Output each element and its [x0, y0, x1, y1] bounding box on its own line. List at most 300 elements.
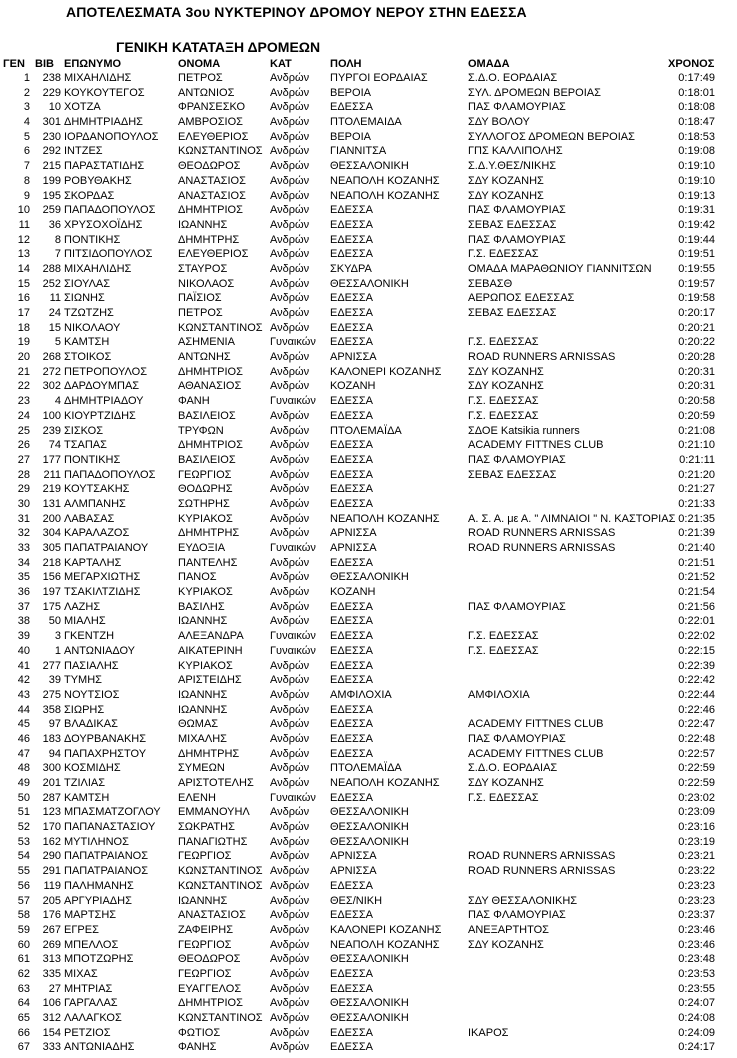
time-cell: 0:23:23: [678, 879, 715, 892]
time-cell: 0:22:42: [678, 674, 715, 687]
table-row: [0, 174, 737, 189]
name-cell: ΓΕΩΡΓΙΟΣ: [178, 850, 232, 863]
table-row: [0, 218, 737, 233]
surname-cell: ΣΙΟΥΛΑΣ: [64, 277, 111, 290]
team-cell: Σ.Δ.Ο. ΕΟΡΔΑΙΑΣ: [468, 72, 558, 84]
city-cell: ΚΑΛΟΝΕΡΙ ΚΟΖΑΝΗΣ: [330, 365, 442, 378]
city-cell: ΠΤΟΛΕΜΑΙΔΑ: [330, 116, 402, 129]
category-cell: Ανδρών: [270, 600, 310, 613]
bib-cell: 277: [42, 659, 61, 672]
name-cell: ΑΝΤΩΝΙΟΣ: [178, 86, 235, 99]
bib-cell: 301: [42, 116, 61, 129]
time-cell: 0:19:31: [678, 204, 715, 217]
rank-cell: 63: [17, 982, 30, 995]
rank-cell: 25: [17, 424, 30, 437]
category-cell: Ανδρών: [270, 762, 310, 775]
time-cell: 0:24:07: [678, 997, 715, 1010]
category-cell: Γυναικών: [270, 791, 316, 804]
rank-cell: 18: [17, 321, 30, 334]
city-cell: ΕΔΕΣΣΑ: [330, 218, 373, 231]
surname-cell: ΤΣΑΚΙΛΤΖΙΔΗΣ: [64, 586, 141, 599]
table-row: [0, 1026, 737, 1041]
table-row: [0, 203, 737, 218]
team-cell: ROAD RUNNERS ARNISSAS: [468, 527, 616, 540]
name-cell: ΔΗΜΗΤΡΙΟΣ: [178, 439, 243, 452]
team-cell: Σ.Δ.Ο. ΕΟΡΔΑΙΑΣ: [468, 762, 558, 775]
category-cell: Ανδρών: [270, 835, 310, 848]
team-cell: Γ.Σ. ΕΔΕΣΣΑΣ: [468, 336, 539, 349]
time-cell: 0:20:58: [678, 395, 715, 408]
header-city: ΠΟΛΗ: [330, 58, 362, 70]
rank-cell: 55: [17, 865, 30, 878]
name-cell: ΦΡΑΝΣΕΣΚΟ: [178, 101, 246, 114]
surname-cell: ΠΟΝΤΙΚΗΣ: [64, 453, 121, 466]
name-cell: ΚΩΝΣΤΑΝΤΙΝΟΣ: [178, 865, 263, 878]
table-row: [0, 159, 737, 174]
time-cell: 0:23:55: [678, 982, 715, 995]
rank-cell: 13: [17, 248, 30, 261]
name-cell: ΚΥΡΙΑΚΟΣ: [178, 512, 233, 525]
surname-cell: ΚΟΥΚΟΥΤΕΓΟΣ: [64, 86, 145, 99]
time-cell: 0:20:22: [678, 336, 715, 349]
table-row: [0, 115, 737, 130]
rank-cell: 58: [17, 909, 30, 922]
name-cell: ΠΑΝΟΣ: [178, 571, 217, 584]
team-cell: ROAD RUNNERS ARNISSAS: [468, 542, 616, 554]
surname-cell: ΛΑΒΑΣΑΣ: [64, 512, 115, 525]
team-cell: Γ.Σ. ΕΔΕΣΣΑΣ: [468, 395, 539, 408]
rank-cell: 17: [17, 307, 30, 319]
city-cell: ΣΚΥΔΡΑ: [330, 262, 372, 275]
surname-cell: ΚΟΥΤΣΑΚΗΣ: [64, 483, 130, 496]
name-cell: ΑΝΑΣΤΑΣΙΟΣ: [178, 174, 246, 187]
category-cell: Ανδρών: [270, 806, 310, 819]
category-cell: Ανδρών: [270, 424, 310, 437]
team-cell: Γ.Σ. ΕΔΕΣΣΑΣ: [468, 409, 539, 422]
team-cell: ΑΜΦΙΛΟΧΙΑ: [468, 688, 530, 701]
rank-cell: 52: [17, 821, 30, 834]
surname-cell: ΔΗΜΗΤΡΙΑΔΟΥ: [64, 395, 144, 408]
rank-cell: 43: [17, 688, 30, 701]
bib-cell: 305: [42, 542, 61, 554]
name-cell: ΕΥΔΟΞΙΑ: [178, 542, 226, 554]
city-cell: ΘΕΣ/ΝΙΚΗ: [330, 894, 383, 907]
name-cell: ΝΙΚΟΛΑΟΣ: [178, 277, 235, 290]
name-cell: ΕΥΑΓΓΕΛΟΣ: [178, 982, 242, 995]
category-cell: Ανδρών: [270, 982, 310, 995]
bib-cell: 36: [48, 218, 61, 231]
bib-cell: 218: [42, 556, 61, 569]
city-cell: ΕΔΕΣΣΑ: [330, 204, 373, 217]
team-cell: ΣΥΛ. ΔΡΟΜΕΩΝ ΒΕΡΟΙΑΣ: [468, 86, 601, 99]
bib-cell: 304: [42, 527, 61, 540]
surname-cell: ΛΑΛΑΓΚΟΣ: [64, 1012, 122, 1024]
team-cell: ΠΑΣ ΦΛΑΜΟΥΡΙΑΣ: [468, 204, 566, 217]
table-row: [0, 365, 737, 380]
table-row: [0, 130, 737, 145]
time-cell: 0:22:57: [678, 747, 715, 760]
bib-cell: 302: [42, 380, 61, 393]
city-cell: ΕΔΕΣΣΑ: [330, 747, 373, 760]
city-cell: ΕΔΕΣΣΑ: [330, 336, 373, 349]
time-cell: 0:22:59: [678, 762, 715, 775]
city-cell: ΕΔΕΣΣΑ: [330, 982, 373, 995]
bib-cell: 200: [42, 512, 61, 525]
table-row: [0, 820, 737, 835]
table-row: [0, 629, 737, 644]
table-row: [0, 952, 737, 967]
bib-cell: 313: [42, 953, 61, 966]
category-cell: Ανδρών: [270, 292, 310, 305]
surname-cell: ΜΙΧΑΣ: [64, 967, 98, 980]
time-cell: 0:21:51: [678, 556, 715, 569]
table-row: [0, 982, 737, 997]
table-row: [0, 703, 737, 718]
team-cell: ΣΕΒΑΣ ΕΔΕΣΣΑΣ: [468, 307, 557, 319]
name-cell: ΑΝΤΩΝΗΣ: [178, 351, 231, 364]
table-row: [0, 394, 737, 409]
time-cell: 0:19:44: [678, 233, 715, 246]
bib-cell: 358: [42, 703, 61, 716]
table-row: [0, 291, 737, 306]
rank-cell: 42: [17, 674, 30, 687]
bib-cell: 215: [42, 160, 61, 173]
rank-cell: 30: [17, 497, 30, 510]
table-row: [0, 453, 737, 468]
rank-cell: 66: [17, 1026, 30, 1039]
bib-cell: 272: [42, 365, 61, 378]
category-cell: Ανδρών: [270, 174, 310, 187]
table-row: [0, 379, 737, 394]
category-cell: Ανδρών: [270, 307, 310, 319]
city-cell: ΚΟΖΑΝΗ: [330, 380, 376, 393]
rank-cell: 24: [17, 409, 30, 422]
time-cell: 0:23:53: [678, 967, 715, 980]
surname-cell: ΜΑΡΤΣΗΣ: [64, 909, 117, 922]
category-cell: Ανδρών: [270, 233, 310, 246]
surname-cell: ΠΑΡΑΣΤΑΤΙΔΗΣ: [64, 160, 145, 173]
rank-cell: 5: [23, 130, 30, 143]
surname-cell: ΡΕΤΖΙΟΣ: [64, 1026, 111, 1039]
name-cell: ΔΗΜΗΤΡΗΣ: [178, 233, 240, 246]
time-cell: 0:20:17: [678, 307, 715, 319]
rank-cell: 22: [17, 380, 30, 393]
table-row: [0, 600, 737, 615]
category-cell: Ανδρών: [270, 909, 310, 922]
city-cell: ΕΔΕΣΣΑ: [330, 101, 373, 114]
team-cell: Α. Σ. Α. με Α. " ΛΙΜΝΑΙΟΙ " Ν. ΚΑΣΤΟΡΙΑΣ: [468, 512, 676, 525]
bib-cell: 119: [43, 879, 61, 892]
city-cell: ΠΤΟΛΕΜΑΪΔΑ: [330, 424, 402, 437]
rank-cell: 60: [17, 938, 30, 951]
name-cell: ΠΑΪΣΙΟΣ: [178, 292, 222, 305]
surname-cell: ΠΑΠΑΝΑΣΤΑΣΙΟΥ: [64, 821, 156, 834]
rank-cell: 41: [17, 659, 30, 672]
table-row: [0, 717, 737, 732]
team-cell: ROAD RUNNERS ARNISSAS: [468, 865, 616, 878]
surname-cell: ΝΟΥΤΣΙΟΣ: [64, 688, 120, 701]
bib-cell: 219: [42, 483, 61, 496]
name-cell: ΕΜΜΑΝΟΥΗΛ: [178, 806, 250, 819]
rank-cell: 20: [17, 351, 30, 364]
table-row: [0, 335, 737, 350]
team-cell: Γ.Σ. ΕΔΕΣΣΑΣ: [468, 791, 539, 804]
team-cell: ΣΔΥ ΚΟΖΑΝΗΣ: [468, 938, 544, 951]
time-cell: 0:20:21: [678, 321, 715, 334]
table-row: [0, 776, 737, 791]
bib-cell: 177: [42, 453, 61, 466]
category-cell: Ανδρών: [270, 615, 310, 628]
bib-cell: 201: [42, 777, 61, 789]
rank-cell: 4: [23, 116, 30, 129]
name-cell: ΠΑΝΤΕΛΗΣ: [178, 556, 238, 569]
name-cell: ΚΩΝΣΤΑΝΤΙΝΟΣ: [178, 321, 263, 334]
name-cell: ΚΩΝΣΤΑΝΤΙΝΟΣ: [178, 879, 263, 892]
team-cell: ΣΕΒΑΣΘ: [468, 277, 513, 290]
city-cell: ΕΔΕΣΣΑ: [330, 1041, 373, 1054]
team-cell: ΑΕΡΩΠΟΣ ΕΔΕΣΣΑΣ: [468, 292, 575, 305]
category-cell: Ανδρών: [270, 718, 310, 731]
time-cell: 0:20:31: [678, 365, 715, 378]
city-cell: ΕΔΕΣΣΑ: [330, 556, 373, 569]
surname-cell: ΣΙΩΝΗΣ: [64, 292, 105, 305]
city-cell: ΓΙΑΝΝΙΤΣΑ: [330, 145, 387, 158]
header-team: ΟΜΑΔΑ: [468, 58, 510, 70]
time-cell: 0:21:56: [678, 600, 715, 613]
bib-cell: 229: [42, 86, 61, 99]
team-cell: ΙΚΑΡΟΣ: [468, 1026, 509, 1039]
rank-cell: 2: [23, 86, 30, 99]
city-cell: ΕΔΕΣΣΑ: [330, 483, 373, 496]
table-row: [0, 996, 737, 1011]
category-cell: Ανδρών: [270, 556, 310, 569]
category-cell: Ανδρών: [270, 468, 310, 481]
name-cell: ΚΥΡΙΑΚΟΣ: [178, 659, 233, 672]
team-cell: ΠΑΣ ΦΛΑΜΟΥΡΙΑΣ: [468, 909, 566, 922]
header-time: ΧΡΟΝΟΣ: [668, 58, 715, 70]
team-cell: ΑΝΕΞΑΡΤΗΤΟΣ: [468, 923, 549, 936]
city-cell: ΕΔΕΣΣΑ: [330, 439, 373, 452]
category-cell: Ανδρών: [270, 967, 310, 980]
team-cell: ΠΑΣ ΦΛΑΜΟΥΡΙΑΣ: [468, 453, 566, 466]
city-cell: ΘΕΣΣΑΛΟΝΙΚΗ: [330, 571, 409, 584]
surname-cell: ΣΙΣΚΟΣ: [64, 424, 104, 437]
city-cell: ΕΔΕΣΣΑ: [330, 600, 373, 613]
city-cell: ΕΔΕΣΣΑ: [330, 718, 373, 731]
time-cell: 0:18:08: [678, 101, 715, 114]
bib-cell: 50: [48, 615, 61, 628]
surname-cell: ΣΚΟΡΔΑΣ: [64, 189, 115, 202]
time-cell: 0:21:20: [678, 468, 715, 481]
bib-cell: 268: [42, 351, 61, 364]
rank-cell: 16: [17, 292, 30, 305]
city-cell: ΕΔΕΣΣΑ: [330, 497, 373, 510]
surname-cell: ΠΑΠΑΤΡΑΙΑΝΟΣ: [64, 850, 149, 863]
rank-cell: 29: [17, 483, 30, 496]
category-cell: Ανδρών: [270, 101, 310, 114]
bib-cell: 8: [54, 233, 61, 246]
category-cell: Ανδρών: [270, 204, 310, 217]
city-cell: ΝΕΑΠΟΛΗ ΚΟΖΑΝΗΣ: [330, 938, 440, 951]
category-cell: Ανδρών: [270, 189, 310, 202]
rank-cell: 38: [17, 615, 30, 628]
rank-cell: 15: [17, 277, 30, 290]
team-cell: ΠΑΣ ΦΛΑΜΟΥΡΙΑΣ: [468, 732, 566, 745]
rank-cell: 37: [17, 600, 30, 613]
city-cell: ΕΔΕΣΣΑ: [330, 248, 373, 261]
category-cell: Ανδρών: [270, 439, 310, 452]
table-row: [0, 864, 737, 879]
category-cell: Ανδρών: [270, 72, 310, 84]
name-cell: ΠΕΤΡΟΣ: [178, 307, 223, 319]
time-cell: 0:19:57: [678, 277, 715, 290]
team-cell: ΣΔΟΕ Katsikia runners: [468, 424, 580, 437]
table-row: [0, 497, 737, 512]
city-cell: ΕΔΕΣΣΑ: [330, 644, 373, 657]
table-row: [0, 1040, 737, 1055]
surname-cell: ΠΑΣΙΑΛΗΣ: [64, 659, 119, 672]
time-cell: 0:19:10: [678, 174, 715, 187]
surname-cell: ΧΟΤΖΑ: [64, 101, 101, 114]
table-row: [0, 688, 737, 703]
time-cell: 0:19:08: [678, 145, 715, 158]
team-cell: ACADEMY FITTNES CLUB: [468, 718, 604, 731]
name-cell: ΔΗΜΗΤΡΙΟΣ: [178, 997, 243, 1010]
bib-cell: 106: [42, 997, 61, 1010]
time-cell: 0:19:10: [678, 160, 715, 173]
header-category: ΚΑΤ: [270, 58, 292, 70]
name-cell: ΘΩΜΑΣ: [178, 718, 219, 731]
bib-cell: 39: [48, 674, 61, 687]
name-cell: ΜΙΧΑΛΗΣ: [178, 732, 227, 745]
surname-cell: ΜΙΧΑΗΛΙΔΗΣ: [64, 262, 132, 275]
category-cell: Ανδρών: [270, 483, 310, 496]
bib-cell: 267: [42, 923, 61, 936]
bib-cell: 195: [42, 189, 61, 202]
time-cell: 0:18:53: [678, 130, 715, 143]
team-cell: ΣΔΥ ΚΟΖΑΝΗΣ: [468, 174, 544, 187]
bib-cell: 154: [42, 1026, 61, 1039]
team-cell: ΣΔΥ ΚΟΖΑΝΗΣ: [468, 189, 544, 202]
city-cell: ΚΑΛΟΝΕΡΙ ΚΟΖΑΝΗΣ: [330, 923, 442, 936]
team-cell: ROAD RUNNERS ARNISSAS: [468, 850, 616, 863]
table-row: [0, 482, 737, 497]
surname-cell: ΚΑΡΤΑΛΗΣ: [64, 556, 122, 569]
name-cell: ΒΑΣΙΛΕΙΟΣ: [178, 409, 236, 422]
bib-cell: 290: [42, 850, 61, 863]
name-cell: ΕΛΕΥΘΕΡΙΟΣ: [178, 130, 249, 143]
name-cell: ΤΡΥΦΩΝ: [178, 424, 224, 437]
rank-cell: 14: [17, 262, 30, 275]
time-cell: 0:22:59: [678, 777, 715, 789]
rank-cell: 23: [17, 395, 30, 408]
rank-cell: 28: [17, 468, 30, 481]
rank-cell: 34: [17, 556, 30, 569]
name-cell: ΔΗΜΗΤΡΗΣ: [178, 527, 240, 540]
bib-cell: 1: [54, 644, 61, 657]
category-cell: Ανδρών: [270, 512, 310, 525]
bib-cell: 239: [42, 424, 61, 437]
team-cell: ΠΑΣ ΦΛΑΜΟΥΡΙΑΣ: [468, 233, 566, 246]
rank-cell: 26: [17, 439, 30, 452]
name-cell: ΕΛΕΝΗ: [178, 791, 216, 804]
bib-cell: 176: [42, 909, 61, 922]
city-cell: ΕΔΕΣΣΑ: [330, 395, 373, 408]
name-cell: ΑΝΑΣΤΑΣΙΟΣ: [178, 909, 246, 922]
surname-cell: ΠΟΝΤΙΚΗΣ: [64, 233, 121, 246]
table-row: [0, 1011, 737, 1026]
time-cell: 0:22:01: [678, 615, 715, 628]
surname-cell: ΔΟΥΡΒΑΝΑΚΗΣ: [64, 732, 147, 745]
table-row: [0, 100, 737, 115]
time-cell: 0:22:39: [678, 659, 715, 672]
time-cell: 0:21:54: [678, 586, 715, 599]
team-cell: ROAD RUNNERS ARNISSAS: [468, 351, 616, 364]
rank-cell: 1: [23, 72, 30, 84]
table-row: [0, 614, 737, 629]
city-cell: ΘΕΣΣΑΛΟΝΙΚΗ: [330, 821, 409, 834]
surname-cell: ΜΥΤΙΛΗΝΟΣ: [64, 835, 129, 848]
table-row: [0, 247, 737, 262]
table-row: [0, 908, 737, 923]
category-cell: Ανδρών: [270, 688, 310, 701]
time-cell: 0:17:49: [678, 72, 715, 84]
surname-cell: ΑΡΓΥΡΙΑΔΗΣ: [64, 894, 132, 907]
surname-cell: ΜΗΤΡΙΑΣ: [64, 982, 113, 995]
category-cell: Ανδρών: [270, 1041, 310, 1054]
time-cell: 0:23:16: [678, 821, 715, 834]
time-cell: 0:21:52: [678, 571, 715, 584]
bib-cell: 252: [42, 277, 61, 290]
surname-cell: ΓΚΕΝΤΖΗ: [64, 630, 115, 643]
category-cell: Ανδρών: [270, 248, 310, 261]
name-cell: ΓΕΩΡΓΙΟΣ: [178, 468, 232, 481]
team-cell: ΣΕΒΑΣ ΕΔΕΣΣΑΣ: [468, 468, 557, 481]
bib-cell: 288: [42, 262, 61, 275]
city-cell: ΑΡΝΙΣΣΑ: [330, 542, 377, 554]
time-cell: 0:23:22: [678, 865, 715, 878]
surname-cell: ΣΤΟΙΚΟΣ: [64, 351, 112, 364]
name-cell: ΘΕΟΔΩΡΟΣ: [178, 953, 241, 966]
table-row: [0, 791, 737, 806]
time-cell: 0:21:40: [678, 542, 715, 554]
time-cell: 0:21:35: [678, 512, 715, 525]
category-cell: Ανδρών: [270, 659, 310, 672]
bib-cell: 131: [42, 497, 61, 510]
surname-cell: ΔΑΡΔΟΥΜΠΑΣ: [64, 380, 140, 393]
time-cell: 0:21:11: [679, 453, 715, 466]
table-row: [0, 967, 737, 982]
time-cell: 0:23:23: [678, 894, 715, 907]
rank-cell: 33: [17, 542, 30, 554]
category-cell: Ανδρών: [270, 527, 310, 540]
category-cell: Ανδρών: [270, 850, 310, 863]
name-cell: ΦΩΤΙΟΣ: [178, 1026, 221, 1039]
team-cell: ΠΑΣ ΦΛΑΜΟΥΡΙΑΣ: [468, 101, 566, 114]
bib-cell: 170: [42, 821, 61, 834]
table-row: [0, 835, 737, 850]
surname-cell: ΚΟΣΜΙΔΗΣ: [64, 762, 121, 775]
category-cell: Ανδρών: [270, 586, 310, 599]
page-title: ΑΠΟΤΕΛΕΣΜΑΤΑ 3ου ΝΥΚΤΕΡΙΝΟΥ ΔΡΟΜΟΥ ΝΕΡΟΥ ΣΤΗΝ ΕΔΕΣΣΑ: [66, 4, 527, 20]
table-row: [0, 761, 737, 776]
city-cell: ΑΡΝΙΣΣΑ: [330, 351, 377, 364]
surname-cell: ΡΟΒΥΘΑΚΗΣ: [64, 174, 132, 187]
surname-cell: ΤΣΑΠΑΣ: [64, 439, 107, 452]
city-cell: ΘΕΣΣΑΛΟΝΙΚΗ: [330, 997, 409, 1010]
time-cell: 0:22:46: [678, 703, 715, 716]
table-row: [0, 409, 737, 424]
